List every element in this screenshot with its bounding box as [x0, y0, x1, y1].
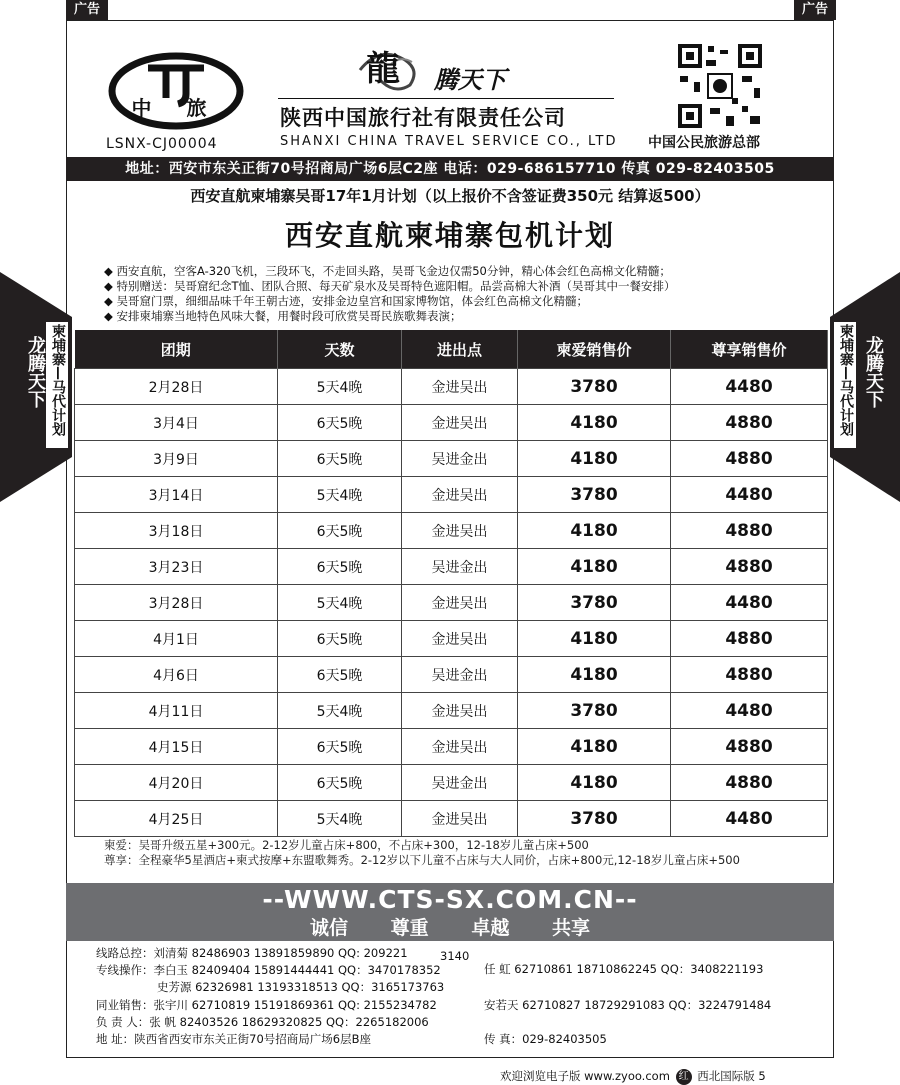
route-cell: 吴进金出: [402, 441, 518, 477]
contact-line: 史芳源 62326981 13193318513 QQ：3165173763: [157, 980, 445, 994]
table-row: [75, 621, 828, 657]
table-row: [75, 369, 828, 405]
contact-line: 地 址：陕西省西安市东关正街70号招商局广场6层B座: [96, 1032, 371, 1046]
side-tab-left: [0, 272, 72, 502]
date-cell: 4月20日: [75, 765, 278, 801]
date-cell: 4月25日: [75, 801, 278, 837]
column-header: 柬爱销售价: [518, 330, 671, 369]
route-cell: 吴进金出: [402, 549, 518, 585]
route-cell: 金进吴出: [402, 621, 518, 657]
price-standard-cell: 3780: [518, 369, 671, 405]
feature-item: ◆ 特别赠送：吴哥窟纪念T恤、团队合照、每天矿泉水及吴哥特色遮阳帽。品尝高棉大补酒（吴哥其中一餐安排）: [104, 279, 676, 293]
side-tab-left-text2: 龙腾天下: [25, 336, 46, 408]
table-row: [75, 513, 828, 549]
column-header: 天数: [278, 330, 402, 369]
side-tab-right-text1: 柬埔寨—马代计划: [838, 324, 854, 436]
price-premium-cell: 4880: [671, 513, 828, 549]
qr-code-icon: [676, 42, 764, 130]
contact-line: 同业销售：张宇川 62710819 15191869361 QQ: 2155234782: [96, 998, 437, 1012]
contact-line: 负 责 人：张 帆 82403526 18629320825 QQ：2265182006: [96, 1015, 429, 1029]
note-item: 尊享：全程豪华5星酒店+柬式按摩+东盟歌舞秀。2-12岁以下儿童不占床与大人同价，占床+800元,12-18岁儿童占床+500: [104, 853, 740, 867]
company-divider: [278, 98, 614, 99]
price-premium-cell: 4880: [671, 729, 828, 765]
table-row: [75, 477, 828, 513]
page-title: 西安直航柬埔寨包机计划: [284, 219, 615, 252]
table-header-row: [75, 330, 828, 369]
days-cell: 5天4晚: [278, 369, 402, 405]
table-row: [75, 729, 828, 765]
date-cell: 3月28日: [75, 585, 278, 621]
price-premium-cell: 4480: [671, 477, 828, 513]
days-cell: 6天5晚: [278, 513, 402, 549]
table-row: [75, 441, 828, 477]
route-cell: 吴进金出: [402, 657, 518, 693]
date-cell: 4月11日: [75, 693, 278, 729]
price-premium-cell: 4880: [671, 549, 828, 585]
price-standard-cell: 4180: [518, 405, 671, 441]
page-footer: [500, 1068, 766, 1085]
price-standard-cell: 4180: [518, 729, 671, 765]
route-cell: 金进吴出: [402, 477, 518, 513]
address-bar: 地址：西安市东关正街70号招商局广场6层C2座 电话：029-686157710 传真 029-82403505: [66, 157, 834, 181]
route-cell: 金进吴出: [402, 693, 518, 729]
price-premium-cell: 4880: [671, 405, 828, 441]
feature-list: [104, 264, 824, 324]
website-band: [66, 883, 834, 941]
route-cell: 金进吴出: [402, 405, 518, 441]
price-standard-cell: 4180: [518, 441, 671, 477]
date-cell: 4月6日: [75, 657, 278, 693]
days-cell: 6天5晚: [278, 549, 402, 585]
date-cell: 3月23日: [75, 549, 278, 585]
price-premium-cell: 4880: [671, 765, 828, 801]
price-premium-cell: 4880: [671, 621, 828, 657]
plan-subtitle: 西安直航柬埔寨吴哥17年1月计划（以上报价不含签证费350元 结算返500）: [190, 187, 710, 205]
table-row: [75, 693, 828, 729]
price-standard-cell: 3780: [518, 585, 671, 621]
contact-line: 线路总控：刘清菊 82486903 13891859890 QQ: 209221: [96, 946, 408, 960]
price-premium-cell: 4880: [671, 441, 828, 477]
route-cell: 吴进金出: [402, 765, 518, 801]
price-standard-cell: 3780: [518, 693, 671, 729]
slogan-word: 卓越: [471, 917, 510, 939]
website-url[interactable]: --WWW.CTS-SX.COM.CN--: [262, 885, 638, 914]
price-standard-cell: 4180: [518, 549, 671, 585]
price-premium-cell: 4480: [671, 369, 828, 405]
table-row: [75, 765, 828, 801]
column-header: 尊享销售价: [671, 330, 828, 369]
logo-mark-text: 中 旅: [131, 96, 221, 120]
schedule-table: [74, 330, 828, 837]
price-standard-cell: 4180: [518, 765, 671, 801]
slogan-word: 共享: [551, 917, 590, 939]
date-cell: 4月15日: [75, 729, 278, 765]
slogan-word: 诚信: [310, 917, 349, 939]
side-tab-right-text2: 龙腾天下: [863, 336, 884, 408]
note-item: 柬爱：吴哥升级五星+300元。2-12岁儿童占床+800，不占床+300，12-18岁儿童占床+500: [104, 838, 589, 852]
table-row: [75, 801, 828, 837]
side-tab-left-text1: 柬埔寨—马代计划: [50, 324, 66, 436]
contact-line: 3140: [440, 949, 470, 963]
brand-slogan: 腾天下: [434, 66, 506, 94]
price-premium-cell: 4480: [671, 693, 828, 729]
route-cell: 金进吴出: [402, 729, 518, 765]
feature-item: ◆ 西安直航，空客A-320飞机，三段环飞，不走回头路，吴哥飞金边仅需50分钟，精心体会红色高棉文化精髓；: [104, 264, 671, 278]
date-cell: 3月18日: [75, 513, 278, 549]
license-code: LSNX-CJ00004: [106, 136, 218, 152]
days-cell: 6天5晚: [278, 405, 402, 441]
date-cell: 4月1日: [75, 621, 278, 657]
footer-site-text: 欢迎浏览电子版 www.zyoo.com: [500, 1069, 670, 1083]
route-cell: 金进吴出: [402, 369, 518, 405]
price-standard-cell: 4180: [518, 657, 671, 693]
contact-line: 传 真：029-82403505: [484, 1032, 607, 1046]
table-row: [75, 549, 828, 585]
slogan: [66, 913, 834, 940]
company-name-en: SHANXI CHINA TRAVEL SERVICE CO., LTD: [280, 134, 618, 149]
feature-item: ◆ 安排柬埔寨当地特色风味大餐，用餐时段可欣赏吴哥民族歌舞表演；: [104, 309, 462, 323]
price-premium-cell: 4480: [671, 801, 828, 837]
days-cell: 6天5晚: [278, 765, 402, 801]
price-premium-cell: 4880: [671, 657, 828, 693]
days-cell: 6天5晚: [278, 657, 402, 693]
date-cell: 3月9日: [75, 441, 278, 477]
contact-line: 任 虹 62710861 18710862245 QQ：3408221193: [484, 962, 764, 976]
side-tab-right: [830, 272, 900, 502]
price-standard-cell: 3780: [518, 801, 671, 837]
footer-badge: 红: [676, 1069, 692, 1085]
days-cell: 5天4晚: [278, 693, 402, 729]
days-cell: 5天4晚: [278, 477, 402, 513]
contact-line: 安若天 62710827 18729291083 QQ：3224791484: [484, 998, 772, 1012]
column-header: 团期: [75, 330, 278, 369]
days-cell: 5天4晚: [278, 585, 402, 621]
footer-edition-text: 西北国际版 5: [697, 1069, 766, 1083]
route-cell: 金进吴出: [402, 801, 518, 837]
price-notes: [104, 838, 824, 868]
column-header: 进出点: [402, 330, 518, 369]
feature-item: ◆ 吴哥窟门票，细细品味千年王朝古迹，安排金边皇宫和国家博物馆，体会红色高棉文化精髓；: [104, 294, 588, 308]
qr-caption: 中国公民旅游总部: [648, 135, 760, 151]
table-row: [75, 405, 828, 441]
slogan-word: 尊重: [390, 917, 429, 939]
days-cell: 6天5晚: [278, 621, 402, 657]
company-name-cn: 陕西中国旅行社有限责任公司: [280, 106, 566, 130]
svg-text:龍: 龍: [366, 49, 400, 89]
ad-tag-left: 广告: [66, 0, 108, 20]
price-premium-cell: 4480: [671, 585, 828, 621]
route-cell: 金进吴出: [402, 585, 518, 621]
days-cell: 5天4晚: [278, 801, 402, 837]
date-cell: 2月28日: [75, 369, 278, 405]
date-cell: 3月14日: [75, 477, 278, 513]
table-row: [75, 657, 828, 693]
days-cell: 6天5晚: [278, 441, 402, 477]
route-cell: 金进吴出: [402, 513, 518, 549]
table-row: [75, 585, 828, 621]
ad-tag-right: 广告: [794, 0, 836, 20]
price-standard-cell: 4180: [518, 513, 671, 549]
days-cell: 6天5晚: [278, 729, 402, 765]
date-cell: 3月4日: [75, 405, 278, 441]
price-standard-cell: 4180: [518, 621, 671, 657]
contact-line: 专线操作：李白玉 82409404 15891444441 QQ：3470178352: [96, 963, 441, 977]
price-standard-cell: 3780: [518, 477, 671, 513]
